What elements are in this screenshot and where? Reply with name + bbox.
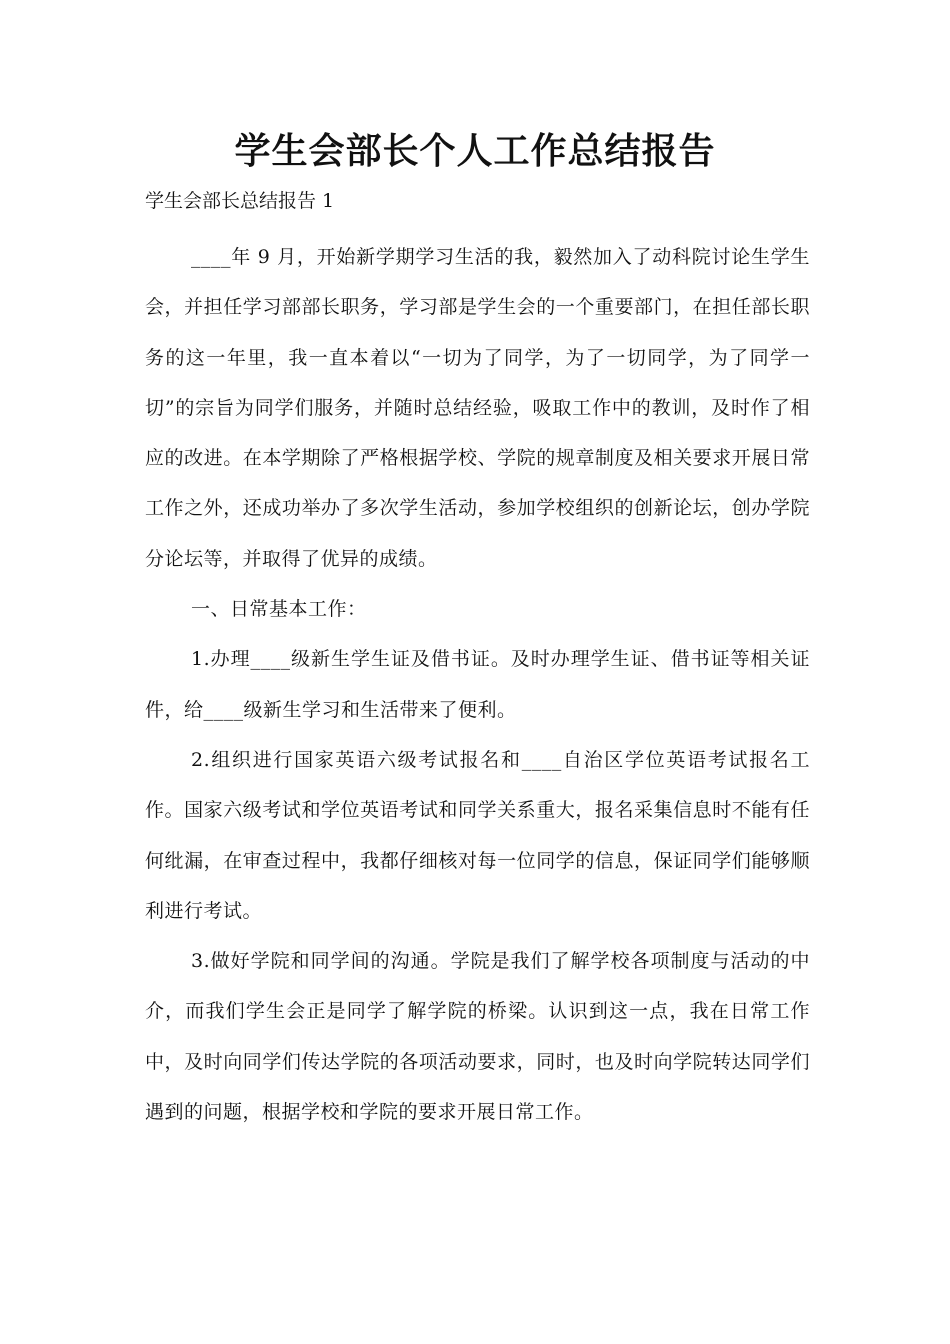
paragraph-intro: ____年 9 月，开始新学期学习生活的我，毅然加入了动科院讨论生学生会，并担任学习部部长职务，学习部是学生会的一个重要部门，在担任部长职务的这一年里，我一直本着以“一切为了同学，为了一切同学，为了同学一切”的宗旨为同学们服务，并随时总结经验，吸取工作中的教训，及时作了相应的改进。在本学期除了严格根据学校、学院的规章制度及相关要求开展日常工作之外，还成功举办了多次学生活动，参加学校组织的创新论坛，创办学院分论坛等，并取得了优异的成绩。 [145, 246, 810, 570]
paragraph-item-1: 1.办理____级新生学生证及借书证。及时办理学生证、借书证等相关证件，给____级新生学习和生活带来了便利。 [145, 648, 810, 721]
document-title: 学生会部长个人工作总结报告 [234, 131, 716, 172]
document-subtitle: 学生会部长总结报告 1 [145, 190, 335, 212]
paragraph-item-2: 2.组织进行国家英语六级考试报名和____自治区学位英语考试报名工作。国家六级考试和学位英语考试和同学关系重大，报名采集信息时不能有任何纰漏，在审查过程中，我都仔细核对每一位同学的信息，保证同学们能够顺利进行考试。 [145, 748, 810, 922]
paragraph-item-3: 3.做好学院和同学间的沟通。学院是我们了解学校各项制度与活动的中介，而我们学生会正是同学了解学院的桥梁。认识到这一点，我在日常工作中，及时向同学们传达学院的各项活动要求，同时，也及时向学院转达同学们遇到的问题，根据学校和学院的要求开展日常工作。 [145, 950, 810, 1124]
document-body [145, 232, 810, 1137]
section-heading: 一、日常基本工作： [191, 598, 367, 621]
